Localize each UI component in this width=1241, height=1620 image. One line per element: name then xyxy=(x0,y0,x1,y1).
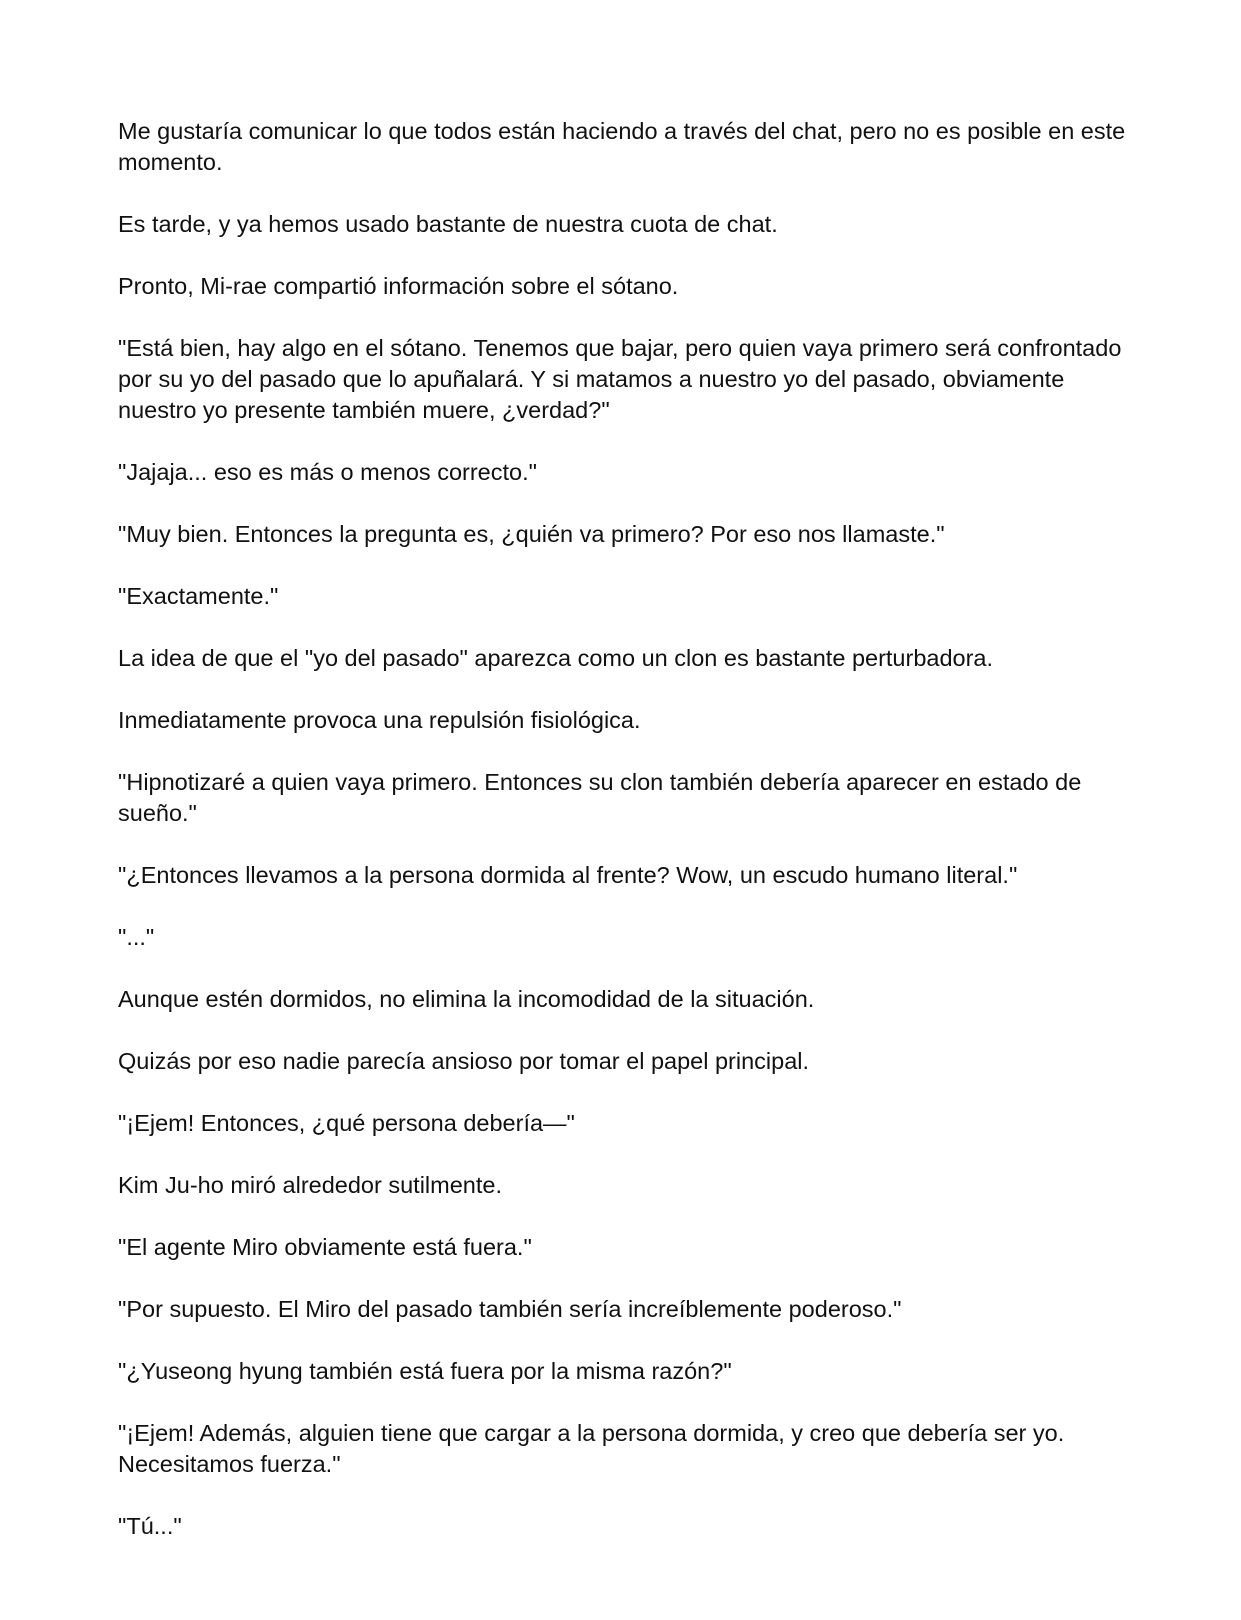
paragraph-10: "Hipnotizaré a quien vaya primero. Entonces su clon también debería aparecer en estado de sueño." xyxy=(118,769,1082,826)
paragraph-9: Inmediatamente provoca una repulsión fisiológica. xyxy=(118,707,641,733)
paragraph-16: Kim Ju-ho miró alrededor sutilmente. xyxy=(118,1172,502,1198)
paragraph-19: "¿Yuseong hyung también está fuera por la misma razón?" xyxy=(118,1358,732,1384)
document-body xyxy=(118,116,1128,1573)
paragraph-13: Aunque estén dormidos, no elimina la incomodidad de la situación. xyxy=(118,986,815,1012)
paragraph-15: "¡Ejem! Entonces, ¿qué persona debería—" xyxy=(118,1110,575,1136)
paragraph-3: Pronto, Mi-rae compartió información sobre el sótano. xyxy=(118,273,679,299)
paragraph-5: "Jajaja... eso es más o menos correcto." xyxy=(118,459,537,485)
paragraph-1: Me gustaría comunicar lo que todos están haciendo a través del chat, pero no es posible en este momento. xyxy=(118,118,1126,175)
paragraph-8: La idea de que el "yo del pasado" aparezca como un clon es bastante perturbadora. xyxy=(118,645,994,671)
paragraph-17: "El agente Miro obviamente está fuera." xyxy=(118,1234,532,1260)
paragraph-6: "Muy bien. Entonces la pregunta es, ¿quién va primero? Por eso nos llamaste." xyxy=(118,521,945,547)
paragraph-20: "¡Ejem! Además, alguien tiene que cargar a la persona dormida, y creo que debería ser yo. Necesitamos fuerza." xyxy=(118,1420,1065,1477)
paragraph-7: "Exactamente." xyxy=(118,583,279,609)
paragraph-14: Quizás por eso nadie parecía ansioso por tomar el papel principal. xyxy=(118,1048,810,1074)
paragraph-11: "¿Entonces llevamos a la persona dormida al frente? Wow, un escudo humano literal." xyxy=(118,862,1018,888)
paragraph-4: "Está bien, hay algo en el sótano. Tenemos que bajar, pero quien vaya primero será confrontado por su yo del pasado que lo apuñalará. Y si matamos a nuestro yo del pasado, obviamente nuestro yo presente también muere, ¿verdad?" xyxy=(118,335,1122,423)
paragraph-2: Es tarde, y ya hemos usado bastante de nuestra cuota de chat. xyxy=(118,211,778,237)
paragraph-12: "..." xyxy=(118,924,155,950)
paragraph-21: "Tú..." xyxy=(118,1513,182,1539)
paragraph-18: "Por supuesto. El Miro del pasado también sería increíblemente poderoso." xyxy=(118,1296,902,1322)
